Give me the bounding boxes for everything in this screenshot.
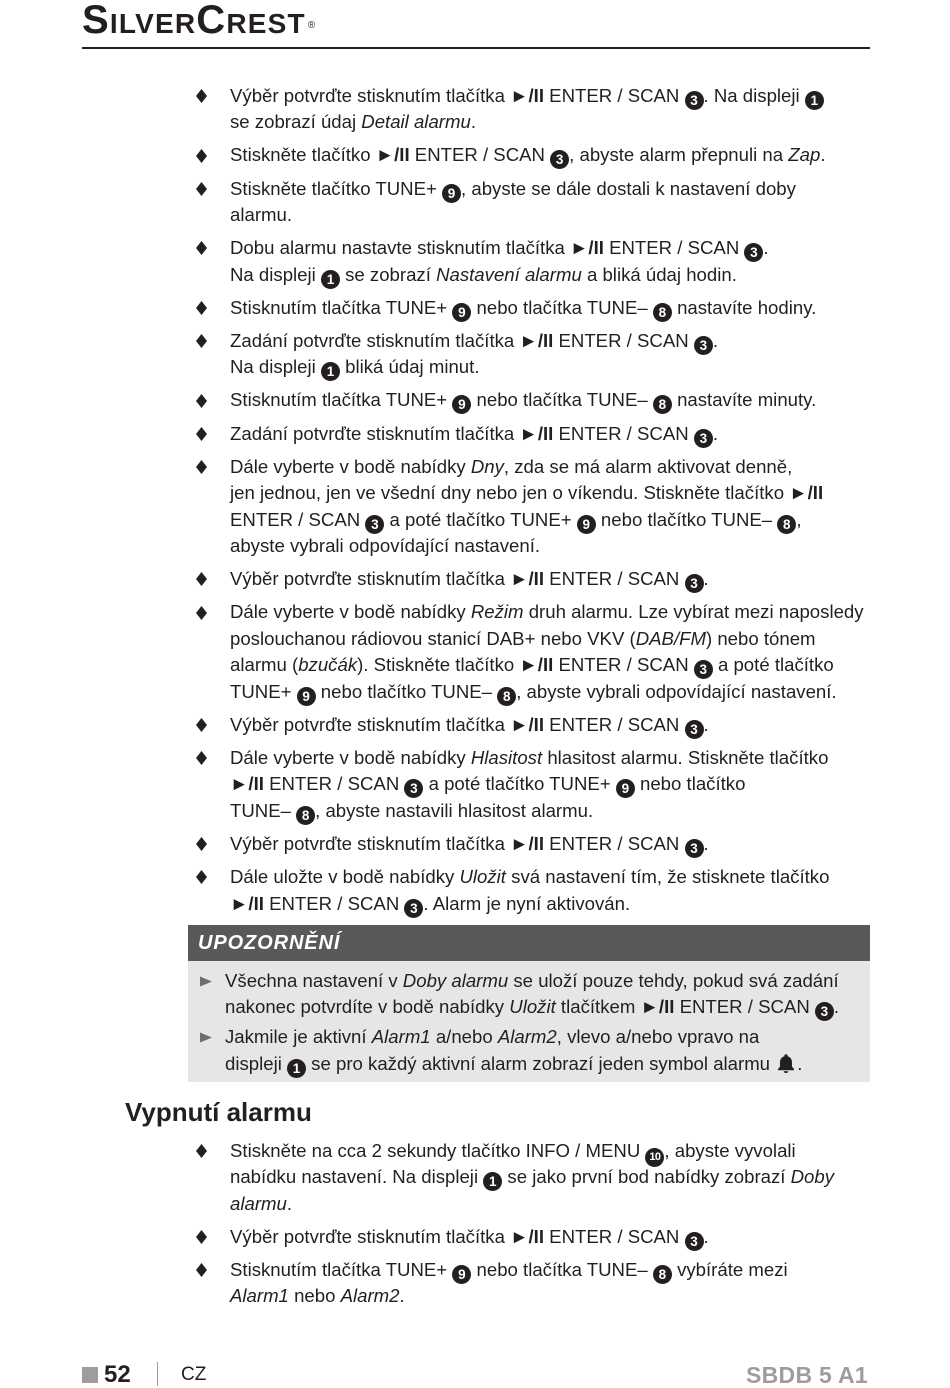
text-run: Výběr potvrďte stisknutím tlačítka — [230, 84, 511, 106]
text-run: se zobrazí — [339, 263, 437, 285]
text-run: Dále vyberte v bodě nabídky — [230, 746, 471, 768]
text-line — [230, 745, 950, 771]
text-run: nabídku nastavení. Na displeji — [230, 1166, 484, 1188]
note-body — [188, 961, 870, 1082]
diamond-bullet-icon — [196, 241, 207, 255]
text-line — [230, 295, 950, 321]
text-run: ENTER / SCAN — [553, 329, 694, 351]
text-run: . — [712, 422, 719, 444]
italic-term: Alarm1 — [371, 1026, 431, 1048]
step-item — [0, 421, 950, 447]
text-line — [230, 480, 950, 506]
bell-icon — [775, 1053, 797, 1073]
text-run: Stisknutím tlačítka TUNE+ — [230, 389, 453, 411]
text-run: ENTER / SCAN — [544, 568, 685, 590]
text-run: Výběr potvrďte stisknutím tlačítka — [230, 832, 511, 854]
text-line — [225, 968, 870, 994]
play-pause-key-label: ►/II — [230, 773, 264, 795]
text-line — [230, 109, 950, 135]
callout-number-badge: 3 — [685, 1232, 704, 1251]
text-run: se jako první bod nabídky zobrazí — [502, 1166, 791, 1188]
callout-number-badge: 1 — [805, 91, 824, 110]
play-pause-key-label: ►/II — [510, 84, 545, 106]
text-run: Dále uložte v bodě nabídky — [230, 866, 460, 888]
step-item — [0, 566, 950, 592]
text-run: a/nebo — [430, 1026, 498, 1048]
italic-term: Doby alarmu — [402, 970, 509, 991]
text-run: . — [797, 1052, 803, 1074]
text-run: a poté tlačítko TUNE+ — [384, 508, 577, 530]
diamond-bullet-icon — [196, 1230, 207, 1244]
text-run: nebo — [288, 1285, 341, 1307]
text-run: Dále vyberte v bodě nabídky — [230, 455, 471, 477]
text-line — [230, 831, 950, 857]
header-rule — [82, 47, 870, 49]
italic-term: Režim — [470, 601, 524, 623]
text-run: , zda se má alarm aktivovat denně, — [503, 455, 793, 477]
step-item — [0, 599, 950, 705]
text-run: abyste vybrali odpovídající nastavení. — [230, 535, 541, 557]
step-item — [0, 1138, 950, 1217]
callout-number-badge: 8 — [296, 806, 315, 825]
step-item — [0, 176, 950, 229]
callout-number-badge: 3 — [365, 515, 384, 534]
text-line — [230, 864, 950, 890]
play-pause-key-label: ►/II — [570, 237, 604, 259]
step-item — [0, 1224, 950, 1250]
text-run: Stisknutím tlačítka TUNE+ — [230, 1258, 453, 1280]
callout-number-badge: 1 — [483, 1172, 502, 1191]
text-run: Na displeji — [230, 356, 321, 378]
play-pause-key-label: ►/II — [510, 568, 545, 590]
text-run: jen jednou, jen ve všední dny nebo jen o víkendu. Stiskněte tlačítko — [230, 482, 790, 504]
text-run: nebo tlačítko — [634, 773, 746, 795]
text-run: . — [703, 1225, 709, 1247]
text-line — [225, 994, 870, 1020]
text-run: ENTER / SCAN — [230, 508, 366, 530]
callout-number-badge: 3 — [685, 720, 704, 739]
text-run: Dobu alarmu nastavte stisknutím tlačítka — [230, 237, 570, 259]
diamond-bullet-icon — [196, 334, 207, 348]
callout-number-badge: 10 — [645, 1148, 664, 1167]
play-pause-key-label: ►/II — [510, 713, 545, 735]
pointer-bullet-icon — [200, 976, 212, 987]
text-run: ENTER / SCAN — [409, 144, 551, 166]
text-run: Všechna nastavení v — [225, 970, 403, 991]
italic-term: alarmu — [230, 1192, 287, 1214]
text-run: Na displeji — [230, 263, 321, 285]
text-run: , abyste alarm přepnuli na — [569, 144, 789, 166]
text-run: se pro každý aktivní alarm zobrazí jeden symbol alarmu — [306, 1052, 776, 1074]
callout-number-badge: 3 — [550, 150, 569, 169]
diamond-bullet-icon — [196, 751, 207, 765]
play-pause-key-label: ►/II — [510, 832, 545, 854]
play-pause-key-label: ►/II — [510, 1225, 545, 1247]
step-item — [0, 295, 950, 321]
note-item — [188, 968, 870, 1021]
step-item — [0, 142, 950, 168]
section-steps-list — [0, 1138, 950, 1310]
text-line — [230, 507, 950, 533]
text-run: nebo tlačítko TUNE– — [595, 508, 778, 530]
text-run: , abyste vybrali odpovídající nastavení. — [516, 680, 837, 702]
text-run: ENTER / SCAN — [263, 773, 405, 795]
callout-number-badge: 3 — [685, 574, 704, 593]
text-run: Výběr potvrďte stisknutím tlačítka — [230, 568, 511, 590]
text-line — [230, 599, 950, 625]
text-run: poslouchanou rádiovou stanicí DAB+ nebo VKV ( — [230, 627, 636, 649]
text-run: . — [286, 1192, 293, 1214]
text-run: . Alarm je nyní aktivován. — [423, 892, 631, 914]
step-item — [0, 1257, 950, 1310]
diamond-bullet-icon — [196, 1263, 207, 1277]
play-pause-key-label: ►/II — [640, 996, 675, 1018]
italic-term: DAB/FM — [635, 627, 706, 649]
note-title: UPOZORNĚNÍ — [188, 925, 870, 961]
callout-number-badge: 8 — [653, 1265, 672, 1284]
note-item — [188, 1024, 870, 1077]
text-run: se zobrazí údaj — [230, 111, 362, 133]
text-run: ). Stiskněte tlačítko — [357, 654, 520, 676]
text-run: , abyste vyvolali — [664, 1139, 796, 1161]
play-pause-key-label: ►/II — [519, 654, 554, 676]
text-run: druh alarmu. Lze vybírat mezi naposledy — [523, 601, 864, 623]
italic-term: Hlasitost — [470, 746, 543, 768]
text-line — [230, 1191, 950, 1217]
callout-number-badge: 3 — [744, 243, 763, 262]
text-run: nebo tlačítka TUNE– — [471, 296, 653, 318]
steps-list — [0, 83, 950, 917]
text-run: nebo tlačítko TUNE– — [315, 680, 498, 702]
callout-number-badge: 9 — [442, 184, 461, 203]
text-run: . — [399, 1285, 405, 1307]
text-run: . — [712, 329, 719, 351]
italic-term: Zap — [788, 144, 821, 166]
text-run: se uloží pouze tehdy, pokud svá zadání — [508, 970, 839, 991]
text-line — [230, 891, 950, 917]
text-line — [230, 798, 950, 824]
text-run: Stisknutím tlačítka TUNE+ — [230, 296, 453, 318]
brand-logo — [82, 0, 315, 40]
text-run: displeji — [225, 1052, 288, 1074]
text-run: nastavíte hodiny. — [671, 296, 817, 318]
step-item — [0, 83, 950, 136]
step-item — [0, 712, 950, 738]
text-run: svá nastavení tím, že stisknete tlačítko — [505, 866, 830, 888]
callout-number-badge: 9 — [577, 515, 596, 534]
text-run: alarmu ( — [230, 654, 299, 676]
text-run: tlačítkem — [555, 996, 641, 1018]
callout-number-badge: 3 — [685, 839, 704, 858]
text-run: . — [470, 111, 476, 133]
text-run: Zadání potvrďte stisknutím tlačítka — [230, 329, 520, 351]
text-run: . Na displeji — [703, 84, 805, 106]
italic-term: Uložit — [509, 996, 556, 1018]
text-line — [230, 454, 950, 480]
text-run: . — [703, 832, 709, 854]
step-item — [0, 235, 950, 288]
text-run: , abyste nastavili hlasitost alarmu. — [315, 799, 594, 821]
text-line — [230, 387, 950, 413]
text-line — [230, 626, 950, 652]
italic-term: Doby — [790, 1166, 835, 1188]
text-line — [225, 1024, 870, 1050]
footer-square-icon — [82, 1367, 98, 1383]
text-line — [230, 262, 950, 288]
text-run: bliká údaj minut. — [339, 356, 480, 378]
diamond-bullet-icon — [196, 182, 207, 196]
text-line — [230, 712, 950, 738]
diamond-bullet-icon — [196, 427, 207, 441]
text-run: ENTER / SCAN — [603, 237, 745, 259]
text-run: Stiskněte tlačítko — [230, 144, 376, 166]
text-run: TUNE– — [230, 799, 297, 821]
callout-number-badge: 3 — [694, 429, 713, 448]
text-line — [225, 1051, 870, 1077]
text-line — [230, 83, 950, 109]
text-run: ENTER / SCAN — [544, 713, 685, 735]
text-run: nebo tlačítka TUNE– — [471, 389, 653, 411]
diamond-bullet-icon — [196, 394, 207, 408]
text-line — [230, 354, 950, 380]
callout-number-badge: 1 — [287, 1059, 306, 1078]
text-run: ENTER / SCAN — [544, 84, 685, 106]
diamond-bullet-icon — [196, 718, 207, 732]
text-line — [230, 1138, 950, 1164]
text-run: ) nebo tónem — [705, 627, 816, 649]
text-run: . — [833, 996, 840, 1018]
step-item — [0, 454, 950, 560]
text-run: nebo tlačítka TUNE– — [471, 1258, 653, 1280]
play-pause-key-label: ►/II — [519, 422, 554, 444]
diamond-bullet-icon — [196, 870, 207, 884]
text-run: ENTER / SCAN — [544, 832, 685, 854]
text-run: . — [703, 568, 709, 590]
model-number: SBDB 5 A1 — [746, 1362, 868, 1388]
text-line — [230, 328, 950, 354]
diamond-bullet-icon — [196, 572, 207, 586]
text-line — [230, 1257, 950, 1283]
text-run: alarmu. — [230, 203, 293, 225]
callout-number-badge: 8 — [653, 303, 672, 322]
text-line — [230, 235, 950, 261]
callout-number-badge: 9 — [616, 779, 635, 798]
text-run: . — [703, 713, 709, 735]
italic-term: Alarm2 — [497, 1026, 557, 1048]
diamond-bullet-icon — [196, 149, 207, 163]
step-item — [0, 864, 950, 917]
text-run: a poté tlačítko TUNE+ — [423, 773, 616, 795]
callout-number-badge: 9 — [452, 303, 471, 322]
play-pause-key-label: ►/II — [230, 892, 264, 914]
italic-term: Uložit — [459, 866, 506, 888]
play-pause-key-label: ►/II — [375, 144, 410, 166]
text-run: nastavíte minuty. — [671, 389, 817, 411]
diamond-bullet-icon — [196, 1144, 207, 1158]
text-run: TUNE+ — [230, 680, 297, 702]
text-line — [230, 1164, 950, 1190]
text-line — [230, 533, 950, 559]
footer-separator — [157, 1362, 158, 1386]
text-run: ENTER / SCAN — [544, 1225, 685, 1247]
text-run: Stiskněte tlačítko TUNE+ — [230, 177, 443, 199]
callout-number-badge: 8 — [653, 395, 672, 414]
brand-name: SilverCrest — [82, 0, 306, 42]
text-run: ENTER / SCAN — [263, 892, 405, 914]
text-run: Zadání potvrďte stisknutím tlačítka — [230, 422, 520, 444]
text-line — [230, 421, 950, 447]
callout-number-badge: 3 — [694, 336, 713, 355]
callout-number-badge: 3 — [694, 660, 713, 679]
text-run: nakonec potvrdíte v bodě nabídky — [225, 996, 510, 1018]
pointer-bullet-icon — [200, 1032, 212, 1043]
section-title: Vypnutí alarmu — [125, 1097, 312, 1127]
text-run: , vlevo a/nebo vpravo na — [556, 1026, 760, 1048]
italic-term: Detail alarmu — [361, 111, 471, 133]
text-line — [230, 1283, 950, 1309]
text-run: , abyste se dále dostali k nastavení doby — [461, 177, 796, 199]
text-line — [230, 202, 950, 228]
text-run: , — [796, 508, 802, 530]
diamond-bullet-icon — [196, 837, 207, 851]
step-item — [0, 745, 950, 824]
text-run: Jakmile je aktivní — [225, 1026, 372, 1048]
text-run: a bliká údaj hodin. — [581, 263, 737, 285]
text-run: Dále vyberte v bodě nabídky — [230, 601, 471, 623]
text-run: . — [820, 144, 826, 166]
registered-mark: ® — [307, 20, 316, 31]
text-run: Výběr potvrďte stisknutím tlačítka — [230, 713, 511, 735]
italic-term: Dny — [470, 455, 504, 477]
italic-term: Alarm2 — [340, 1285, 400, 1307]
play-pause-key-label: ►/II — [519, 329, 554, 351]
text-run: ENTER / SCAN — [553, 654, 694, 676]
diamond-bullet-icon — [196, 301, 207, 315]
text-line — [230, 566, 950, 592]
text-run: a poté tlačítko — [712, 654, 834, 676]
step-item — [0, 328, 950, 381]
text-line — [230, 771, 950, 797]
text-run: . — [763, 237, 769, 259]
text-run: ENTER / SCAN — [553, 422, 694, 444]
callout-number-badge: 9 — [452, 1265, 471, 1284]
text-run: ENTER / SCAN — [674, 996, 815, 1018]
text-run: Stiskněte na cca 2 sekundy tlačítko INFO / MENU — [230, 1139, 646, 1161]
text-line — [230, 679, 950, 705]
page-number: 52 — [104, 1361, 131, 1388]
callout-number-badge: 3 — [404, 899, 423, 918]
callout-number-badge: 8 — [777, 515, 796, 534]
callout-number-badge: 1 — [321, 270, 340, 289]
diamond-bullet-icon — [196, 460, 207, 474]
note-box — [188, 925, 870, 1082]
step-item — [0, 831, 950, 857]
italic-term: Alarm1 — [230, 1285, 289, 1307]
diamond-bullet-icon — [196, 89, 207, 103]
italic-term: Nastavení alarmu — [436, 263, 582, 285]
text-line — [230, 142, 950, 168]
play-pause-key-label: ►/II — [789, 482, 824, 504]
text-run: hlasitost alarmu. Stiskněte tlačítko — [542, 746, 829, 768]
callout-number-badge: 1 — [321, 362, 340, 381]
text-line — [230, 176, 950, 202]
callout-number-badge: 3 — [404, 779, 423, 798]
callout-number-badge: 3 — [815, 1002, 834, 1021]
text-line — [230, 1224, 950, 1250]
diamond-bullet-icon — [196, 606, 207, 620]
callout-number-badge: 3 — [685, 91, 704, 110]
text-run: Výběr potvrďte stisknutím tlačítka — [230, 1225, 511, 1247]
text-line — [230, 652, 950, 678]
callout-number-badge: 9 — [297, 687, 316, 706]
italic-term: bzučák — [298, 654, 358, 676]
step-item — [0, 387, 950, 413]
callout-number-badge: 8 — [497, 687, 516, 706]
callout-number-badge: 9 — [452, 395, 471, 414]
language-code: CZ — [181, 1364, 207, 1385]
text-run: vybíráte mezi — [671, 1258, 788, 1280]
